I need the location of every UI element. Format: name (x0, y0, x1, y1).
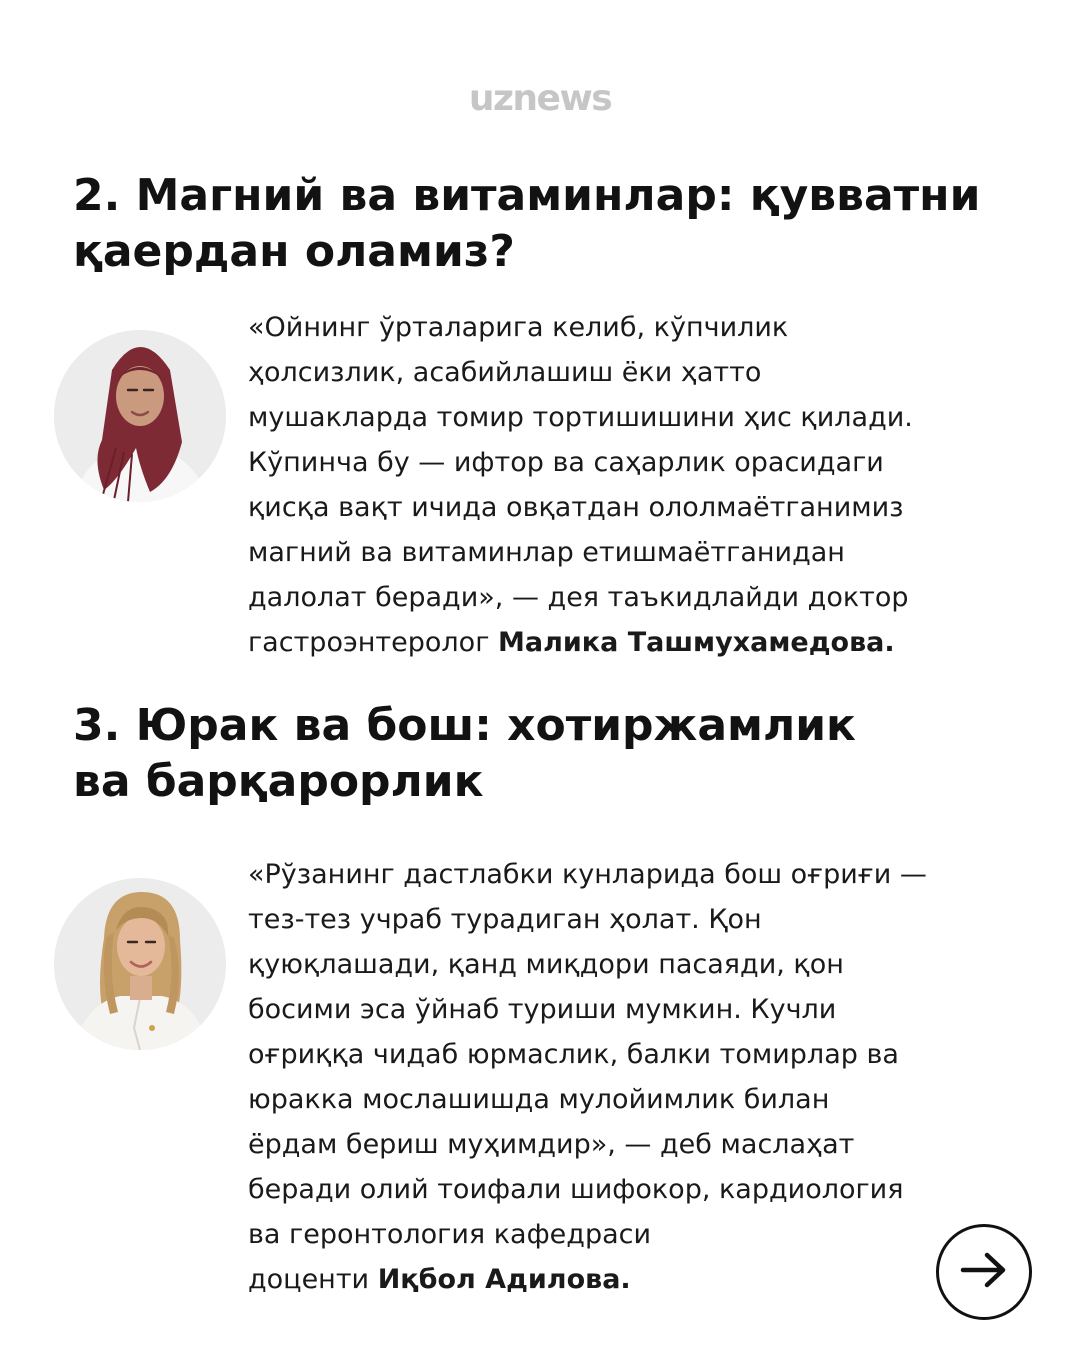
section-3-title-line: ва барқарорлик (73, 756, 484, 807)
quote-line-last (248, 620, 1048, 665)
section-2-title-line: қаердан оламиз? (73, 226, 515, 277)
quote-line: беради олий тоифали шифокор, кардиология (248, 1174, 904, 1205)
quote-line: қисқа вақт ичида овқатдан ололмаётганимиз (248, 492, 904, 523)
quote-line-last (248, 1257, 1048, 1302)
quote-line: оғриққа чидаб юрмаслик, балки томирлар ва (248, 1039, 899, 1070)
section-3-title (73, 698, 1033, 810)
quote-line-prefix: доценти (248, 1264, 378, 1295)
quote-line: қуюқлашади, қанд миқдори пасаяди, қон (248, 949, 844, 980)
author-name: Малика Ташмухамедова. (497, 627, 895, 658)
quote-line: ёрдам бериш муҳимдир», — деб маслаҳат (248, 1129, 855, 1160)
quote-line: магний ва витаминлар етишмаётганидан (248, 537, 845, 568)
quote-line: «Рўзанинг дастлабки кунларида бош оғриғи — (248, 859, 927, 890)
quote-line: босими эса ўйнаб туриши мумкин. Кучли (248, 994, 837, 1025)
quote-line-prefix: гастроэнтеролог (248, 627, 498, 658)
quote-section-2 (248, 305, 1048, 665)
doctor-photo-adilova (54, 878, 226, 1050)
quote-line: далолат беради», — дея таъкидлайди доктор (248, 582, 909, 613)
quote-line: «Ойнинг ўрталарига келиб, кўпчилик (248, 312, 789, 343)
quote-line: юракка мослашишда мулойимлик билан (248, 1084, 830, 1115)
arrow-right-icon (959, 1250, 1009, 1295)
quote-line: ҳолсизлик, асабийлашиш ёки ҳатто (248, 357, 762, 388)
quote-line: Кўпинча бу — ифтор ва саҳарлик орасидаги (248, 447, 884, 478)
next-slide-button[interactable] (936, 1224, 1032, 1320)
section-2-title (73, 168, 1033, 280)
doctor-photo-tashmukhamedova (54, 330, 226, 502)
quote-line: мушакларда томир тортишишини ҳис қилади. (248, 402, 913, 433)
quote-section-3 (248, 852, 1048, 1302)
brand-logo: uznews (468, 78, 612, 119)
author-name: Иқбол Адилова. (377, 1264, 631, 1295)
quote-line: тез-тез учраб турадиган ҳолат. Қон (248, 904, 762, 935)
section-3-title-line: 3. Юрак ва бош: хотиржамлик (73, 700, 856, 751)
quote-line: ва геронтология кафедраси (248, 1219, 652, 1250)
section-2-title-line: 2. Магний ва витаминлар: қувватни (73, 170, 981, 221)
